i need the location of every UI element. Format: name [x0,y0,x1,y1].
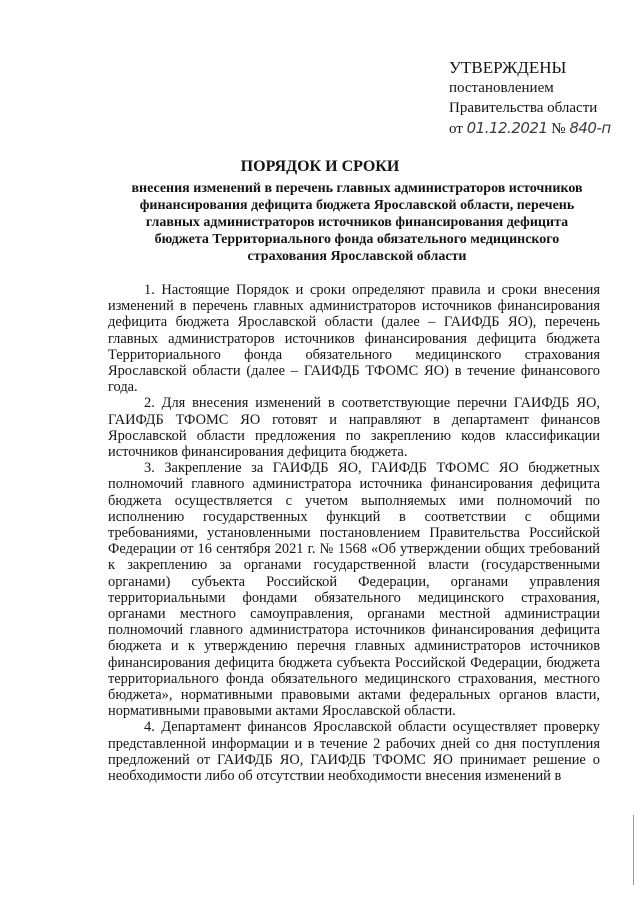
number-prefix: № [551,121,566,137]
approved-label: УТВЕРЖДЕНЫ [449,58,567,77]
date-number-line [449,118,629,139]
paragraph-3: 3. Закрепление за ГАИФДБ ЯО, ГАИФДБ ТФОМС ЯО бюджетных полномочий главного администратора источника финансирования дефицита бюджета осуществляется с учетом выполняемых ими полномочий по исполнению государственных функций в соответствии с общими требованиями, установленными постановлением Правительства Российской Федерации от 16 сентября 2021 г. № 1568 «Об утверждении общих требований к закреплению за органами государственной власти (государственными органами) субъекта Российской Федерации, органами управления территориальными фондами обязательного медицинского страхования, органами местного самоуправления, органами местной администрации полномочий главного администратора источников финансирования дефицита бюджета и к утверждению перечня главных администраторов источников финансирования дефицита бюджета субъекта Российской Федерации, бюджета территориального фонда обязательного медицинского страхования, местного бюджета», нормативными правовыми актами федеральных органов власти, нормативными правовыми актами Ярославской области. [108,460,600,720]
government-label: Правительства области [449,100,598,116]
resolution-label: постановлением [449,80,554,96]
document-body [108,282,600,784]
document-title: ПОРЯДОК И СРОКИ [240,158,400,175]
paragraph-1: 1. Настоящие Порядок и сроки определяют правила и сроки внесения изменений в перечень главных администраторов источников финансирования дефицита бюджета Ярославской области (далее – ГАИФДБ ЯО), перечень главных администраторов источников финансирования дефицита бюджета Территориального фонда обязательного медицинского страхования Ярославской области (далее – ГАИФДБ ТФОМС ЯО) в течение финансового года. [108,282,600,396]
handwritten-number: 840-п [569,119,611,137]
document-subtitle: внесения изменений в перечень главных администраторов источников финансирования дефицита бюджета Ярославской области, перечень главных администраторов источников финансирования дефицита бюджета Территориального фонда обязательного медицинского страхования Ярославской области [131,181,583,264]
paragraph-4: 4. Департамент финансов Ярославской области осуществляет проверку представленной информации и в течение 2 рабочих дней со дня поступления предложений от ГАИФДБ ЯО, ГАИФДБ ТФОМС ЯО принимает решение о необходимости либо об отсутствии необходимости внесения изменений в [108,719,600,785]
from-prefix: от [449,121,463,137]
paragraph-2: 2. Для внесения изменений в соответствующие перечни ГАИФДБ ЯО, ГАИФДБ ТФОМС ЯО готовят и направляют в департамент финансов Ярославской области предложения по закреплению кодов классификации источников финансирования дефицита бюджета. [108,395,600,461]
handwritten-date: 01.12.2021 [466,119,548,137]
scan-margin-line [633,815,634,885]
approval-block [449,58,629,139]
